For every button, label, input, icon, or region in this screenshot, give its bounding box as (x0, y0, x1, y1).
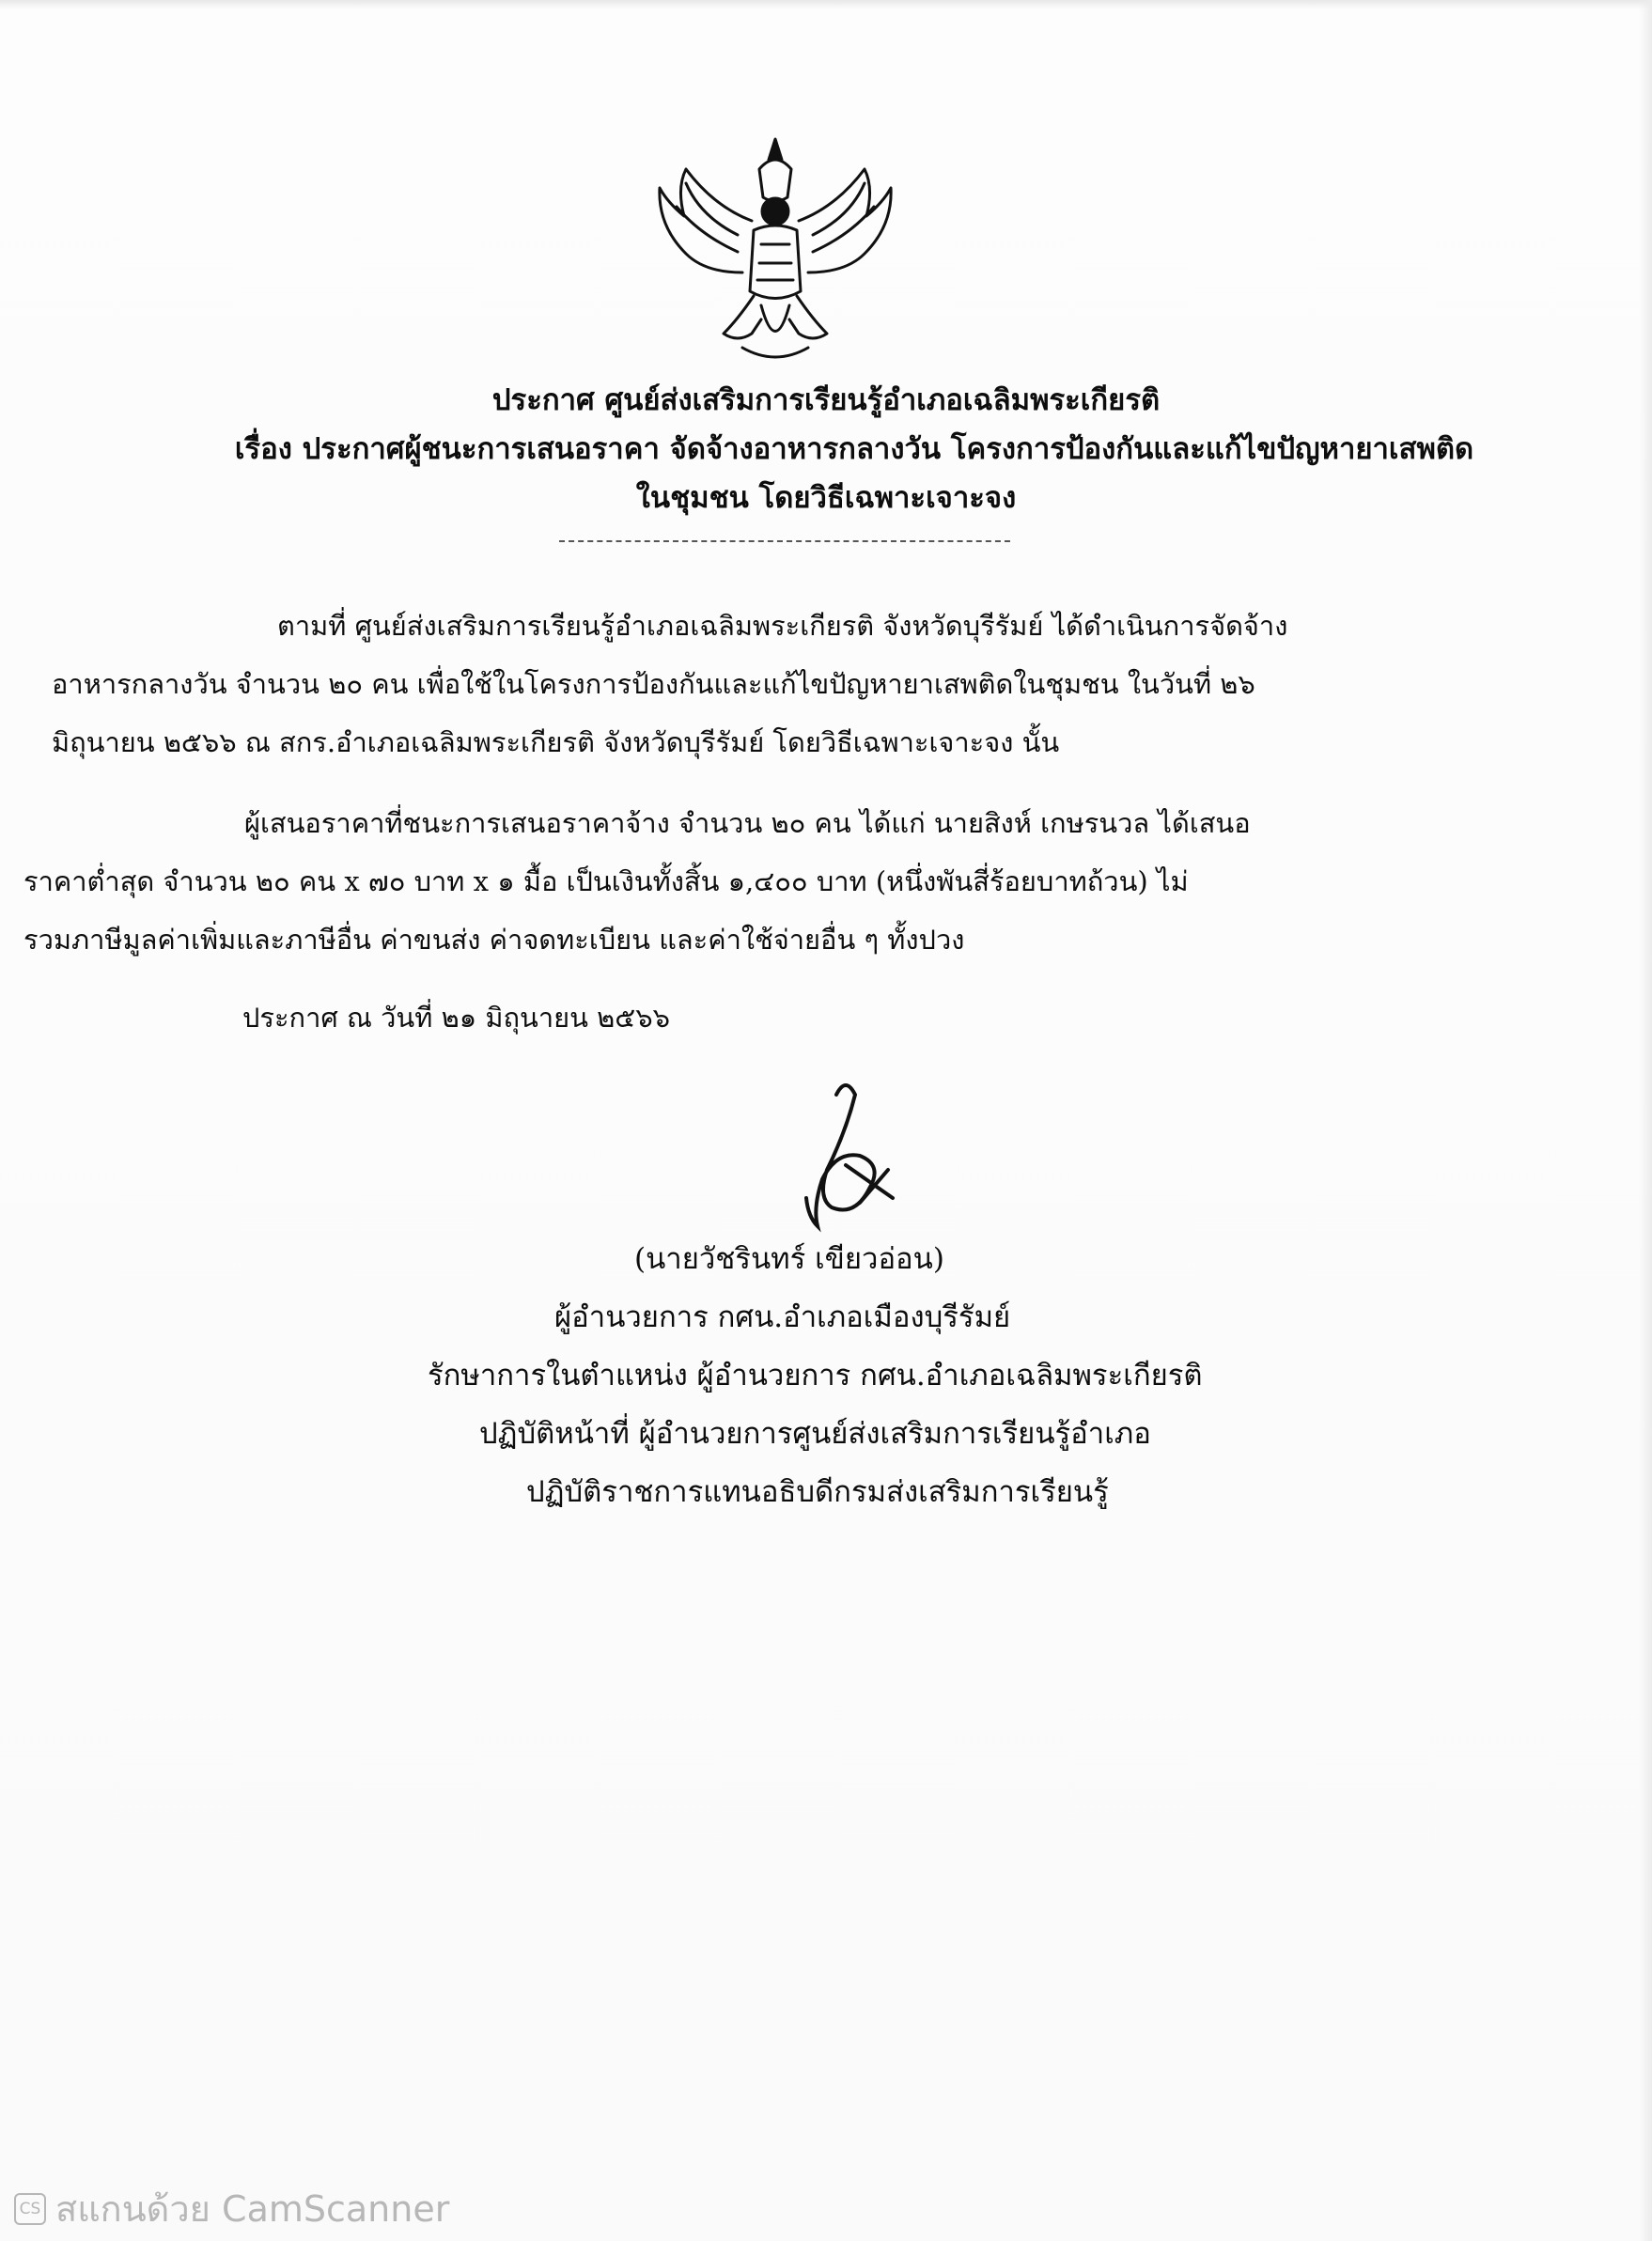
paragraph-background (52, 597, 1518, 771)
announcement-date: ประกาศ ณ วันที่ ๒๑ มิถุนายน ๒๕๖๖ (242, 1002, 671, 1034)
paragraph-winner (23, 794, 1527, 969)
signature-icon (780, 1076, 912, 1236)
camscanner-watermark (14, 2180, 449, 2237)
title-line-1: ประกาศ ศูนย์ส่งเสริมการเรียนรู้อำเภอเฉลิมพระเกียรติ (491, 383, 1161, 417)
paragraph-1-line-3: มิถุนายน ๒๕๖๖ ณ สกร.อำเภอเฉลิมพระเกียรติ จังหวัดบุรีรัมย์ โดยวิธีเฉพาะเจาะจง นั้น (52, 726, 1060, 758)
paragraph-1-line-1: ตามที่ ศูนย์ส่งเสริมการเรียนรู้อำเภอเฉลิมพระเกียรติ จังหวัดบุรีรัมย์ ได้ดำเนินการจัดจ้าง (277, 610, 1288, 642)
scan-shadow-top (0, 0, 1652, 9)
title-line-3: ในชุมชน โดยวิธีเฉพาะเจาะจง (635, 481, 1017, 515)
paragraph-2-line-3: รวมภาษีมูลค่าเพิ่มและภาษีอื่น ค่าขนส่ง ค่าจดทะเบียน และค่าใช้จ่ายอื่น ๆ ทั้งปวง (23, 924, 965, 956)
signer-position-2: รักษาการในตำแหน่ง ผู้อำนวยการ กศน.อำเภอเฉลิมพระเกียรติ (428, 1359, 1203, 1393)
signer-position-3: ปฏิบัติหน้าที่ ผู้อำนวยการศูนย์ส่งเสริมการเรียนรู้อำเภอ (479, 1417, 1151, 1451)
signer-position-4: ปฏิบัติราชการแทนอธิบดีกรมส่งเสริมการเรียนรู้ (526, 1475, 1109, 1509)
dashed-separator (559, 540, 1010, 542)
signer-position-1: ผู้อำนวยการ กศน.อำเภอเมืองบุรีรัมย์ (554, 1300, 1011, 1334)
watermark-text: สแกนด้วย CamScanner (55, 2188, 450, 2230)
paragraph-1-line-2: อาหารกลางวัน จำนวน ๒๐ คน เพื่อใช้ในโครงการป้องกันและแก้ไขปัญหายาเสพติดในชุมชน ในวันที่ ๒๖ (52, 668, 1255, 700)
garuda-emblem-icon (648, 132, 902, 366)
title-line-2: เรื่อง ประกาศผู้ชนะการเสนอราคา จัดจ้างอาหารกลางวัน โครงการป้องกันและแก้ไขปัญหายาเสพติด (234, 432, 1474, 466)
camscanner-logo-icon: CS (14, 2193, 46, 2225)
signer-name: (นายวัชรินทร์ เขียวอ่อน) (634, 1242, 944, 1276)
paragraph-2-line-2: ราคาต่ำสุด จำนวน ๒๐ คน x ๗๐ บาท x ๑ มื้อ เป็นเงินทั้งสิ้น ๑,๔๐๐ บาท (หนึ่งพันสี่ร้อยบาทถ้วน) ไม่ (23, 865, 1189, 897)
scan-shadow-right (1639, 0, 1652, 2241)
announcement-title (0, 376, 1652, 522)
paragraph-2-line-1: ผู้เสนอราคาที่ชนะการเสนอราคาจ้าง จำนวน ๒๐ คน ได้แก่ นายสิงห์ เกษรนวล ได้เสนอ (244, 807, 1251, 839)
